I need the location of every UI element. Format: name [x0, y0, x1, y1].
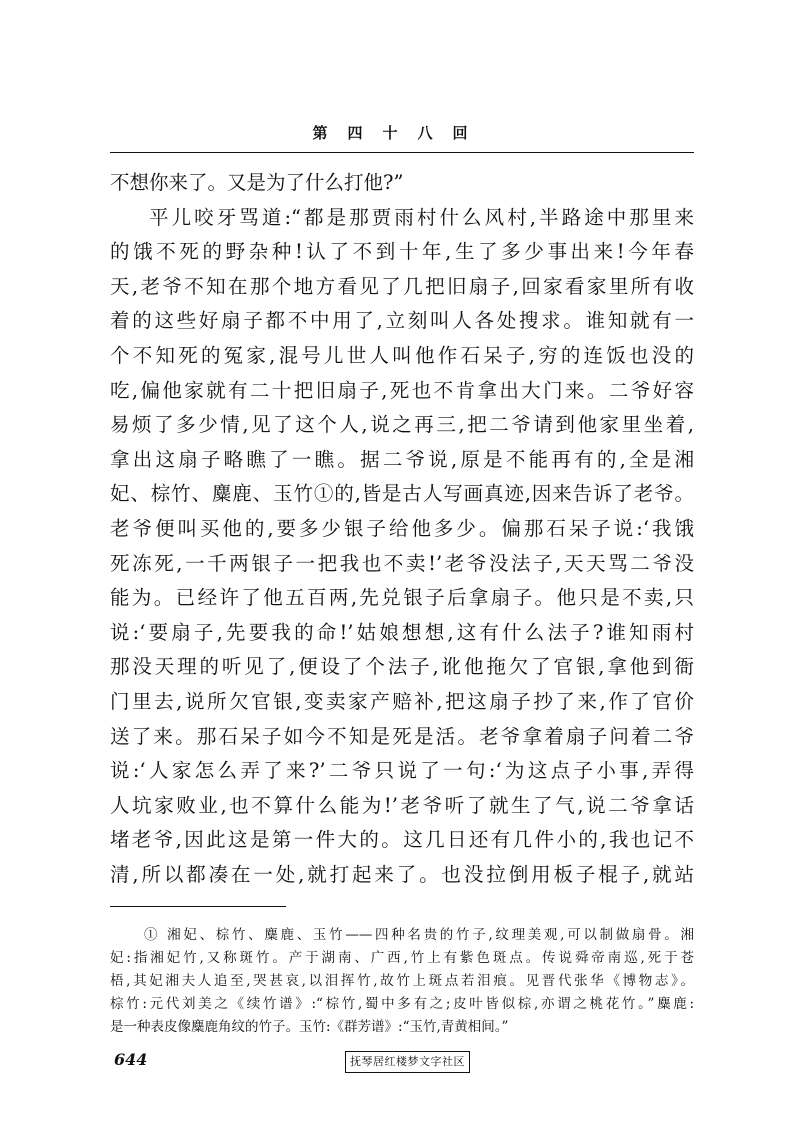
text-line: 堵老爷,因此这是第一件大的。这几日还有几件小的,我也记不 [110, 828, 694, 852]
text-line: 拿出这扇子略瞧了一瞧。据二爷说,原是不能再有的,全是湘 [110, 447, 694, 471]
footnote-line: ① 湘妃、棕竹、麋鹿、玉竹——四种名贵的竹子,纹理美观,可以制做扇骨。湘 [144, 927, 694, 943]
text-line: 说:‘人家怎么弄了来?’二爷只说了一句:‘为这点子小事,弄得 [110, 759, 694, 783]
chapter-header: 第四十八回 [312, 124, 488, 142]
page-number: 644 [114, 1050, 148, 1069]
text-line: 妃、棕竹、麋鹿、玉竹①的,皆是古人写画真迹,因来告诉了老爷。 [110, 482, 694, 506]
text-line: 说:‘要扇子,先要我的命!’姑娘想想,这有什么法子?谁知雨村 [110, 620, 694, 644]
text-line: 那没天理的听见了,便设了个法子,讹他拖欠了官银,拿他到衙 [110, 655, 694, 679]
text-line: 清,所以都凑在一处,就打起来了。也没拉倒用板子棍子,就站 [110, 862, 694, 886]
text-line: 易烦了多少情,见了这个人,说之再三,把二爷请到他家里坐着, [110, 413, 694, 437]
text-line: 送了来。那石呆子如今不知是死是活。老爷拿着扇子问着二爷 [110, 724, 694, 748]
text-line: 不想你来了。又是为了什么打他?” [110, 171, 404, 194]
footnote-line: 梧,其妃湘夫人追至,哭甚哀,以泪挥竹,故竹上斑点若泪痕。见晋代张华《博物志》。 [110, 973, 694, 989]
footnote [110, 924, 694, 1039]
text-line: 的饿不死的野杂种!认了不到十年,生了多少事出来!今年春 [110, 240, 694, 264]
footnote-rule [110, 906, 286, 907]
footnote-line: 棕竹:元代刘美之《续竹谱》:“棕竹,蜀中多有之;皮叶皆似棕,亦谓之桃花竹。”麋鹿: [110, 996, 694, 1012]
text-line: 死冻死,一千两银子一把我也不卖!’老爷没法子,天天骂二爷没 [110, 551, 694, 575]
text-line: 老爷便叫买他的,要多少银子给他多少。偏那石呆子说:‘我饿 [110, 516, 694, 540]
text-line: 着的这些好扇子都不中用了,立刻叫人各处搜求。谁知就有一 [110, 309, 694, 333]
footnote-line: 是一种表皮像麋鹿角纹的竹子。玉竹:《群芳谱》:“玉竹,青黄相间。” [110, 1019, 509, 1035]
text-line: 天,老爷不知在那个地方看见了几把旧扇子,回家看家里所有收 [110, 274, 694, 298]
footnote-line: 妃:指湘妃竹,又称斑竹。产于湖南、广西,竹上有紫色斑点。传说舜帝南巡,死于苍 [110, 950, 694, 966]
text-line: 平儿咬牙骂道:“都是那贾雨村什么风村,半路途中那里来 [149, 205, 694, 229]
text-line: 吃,偏他家就有二十把旧扇子,死也不肯拿出大门来。二爷好容 [110, 378, 694, 402]
header-rule [110, 152, 694, 153]
text-line: 能为。已经许了他五百两,先兑银子后拿扇子。他只是不卖,只 [110, 586, 694, 610]
text-line: 门里去,说所欠官银,变卖家产赔补,把这扇子抄了来,作了官价 [110, 689, 694, 713]
watermark-stamp: 抚琴居红楼梦文字社区 [345, 1051, 470, 1073]
text-line: 个不知死的冤家,混号儿世人叫他作石呆子,穷的连饭也没的 [110, 343, 694, 367]
main-text [110, 166, 694, 892]
text-line: 人坑家败业,也不算什么能为!’老爷听了就生了气,说二爷拿话 [110, 793, 694, 817]
